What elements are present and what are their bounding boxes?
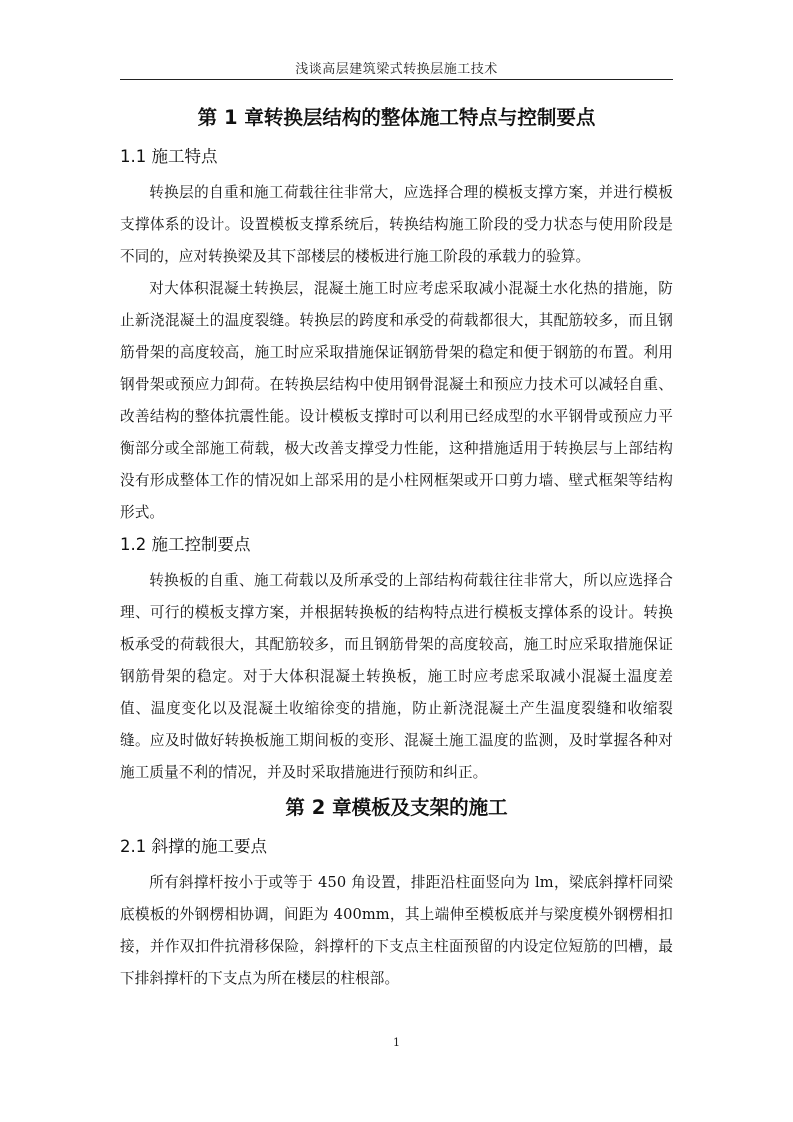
header-divider [120, 79, 673, 80]
section-1-1-title: 1.1 施工特点 [120, 147, 218, 166]
paragraph: 对大体积混凝土转换层，混凝土施工时应考虑采取减小混凝土水化热的措施，防止新浇混凝土的温度裂缝。转换层的跨度和承受的荷载都很大，其配筋较多，而且钢筋骨架的高度较高，施工时应采取措施保证钢筋骨架的稳定和便于钢筋的布置。利用钢骨架或预应力卸荷。在转换层结构中使用钢骨混凝土和预应力技术可以减轻自重、改善结构的整体抗震性能。设计模板支撑时可以利用已经成型的水平钢骨或预应力平衡部分或全部施工荷载，极大改善支撑受力性能，这种措施适用于转换层与上部结构没有形成整体工作的情况如上部采用的是小柱网框架或开口剪力墙、壁式框架等结构形式。 [120, 280, 673, 521]
paragraph: 所有斜撑杆按小于或等于 450 角设置，排距沿柱面竖向为 lm，梁底斜撑杆同梁底模板的外钢楞相协调，间距为 400mm，其上端伸至模板底并与梁度模外钢楞相扣接，并作双扣件抗滑移保险，斜撑杆的下支点主柱面预留的内设定位短筋的凹槽，最下排斜撑杆的下支点为所在楼层的柱根部。 [120, 874, 673, 987]
chapter-1-title: 第 1 章转换层结构的整体施工特点与控制要点 [197, 106, 596, 129]
page-number: 1 [393, 1036, 400, 1049]
section-2-1-title: 2.1 斜撑的施工要点 [120, 837, 267, 856]
running-header: 浅谈高层建筑梁式转换层施工技术 [295, 62, 498, 77]
paragraph: 转换层的自重和施工荷载往往非常大，应选择合理的模板支撑方案，并进行模板支撑体系的设计。设置模板支撑系统后，转换结构施工阶段的受力状态与使用阶段是不同的，应对转换梁及其下部楼层的楼板进行施工阶段的承载力的验算。 [120, 184, 673, 265]
page-content [120, 95, 673, 995]
chapter-2-title: 第 2 章模板及支架的施工 [285, 796, 508, 819]
paragraph: 转换板的自重、施工荷载以及所承受的上部结构荷载往往非常大，所以应选择合理、可行的模板支撑方案，并根据转换板的结构特点进行模板支撑体系的设计。转换板承受的荷载很大，其配筋较多，而且钢筋骨架的高度较高，施工时应采取措施保证钢筋骨架的稳定。对于大体积混凝土转换板，施工时应考虑采取减小混凝土温度差值、温度变化以及混凝土收缩徐变的措施，防止新浇混凝土产生温度裂缝和收缩裂缝。应及时做好转换板施工期间板的变形、混凝土施工温度的监测，及时掌握各种对施工质量不利的情况，并及时采取措施进行预防和纠正。 [120, 572, 673, 781]
section-1-2-title: 1.2 施工控制要点 [120, 535, 251, 554]
